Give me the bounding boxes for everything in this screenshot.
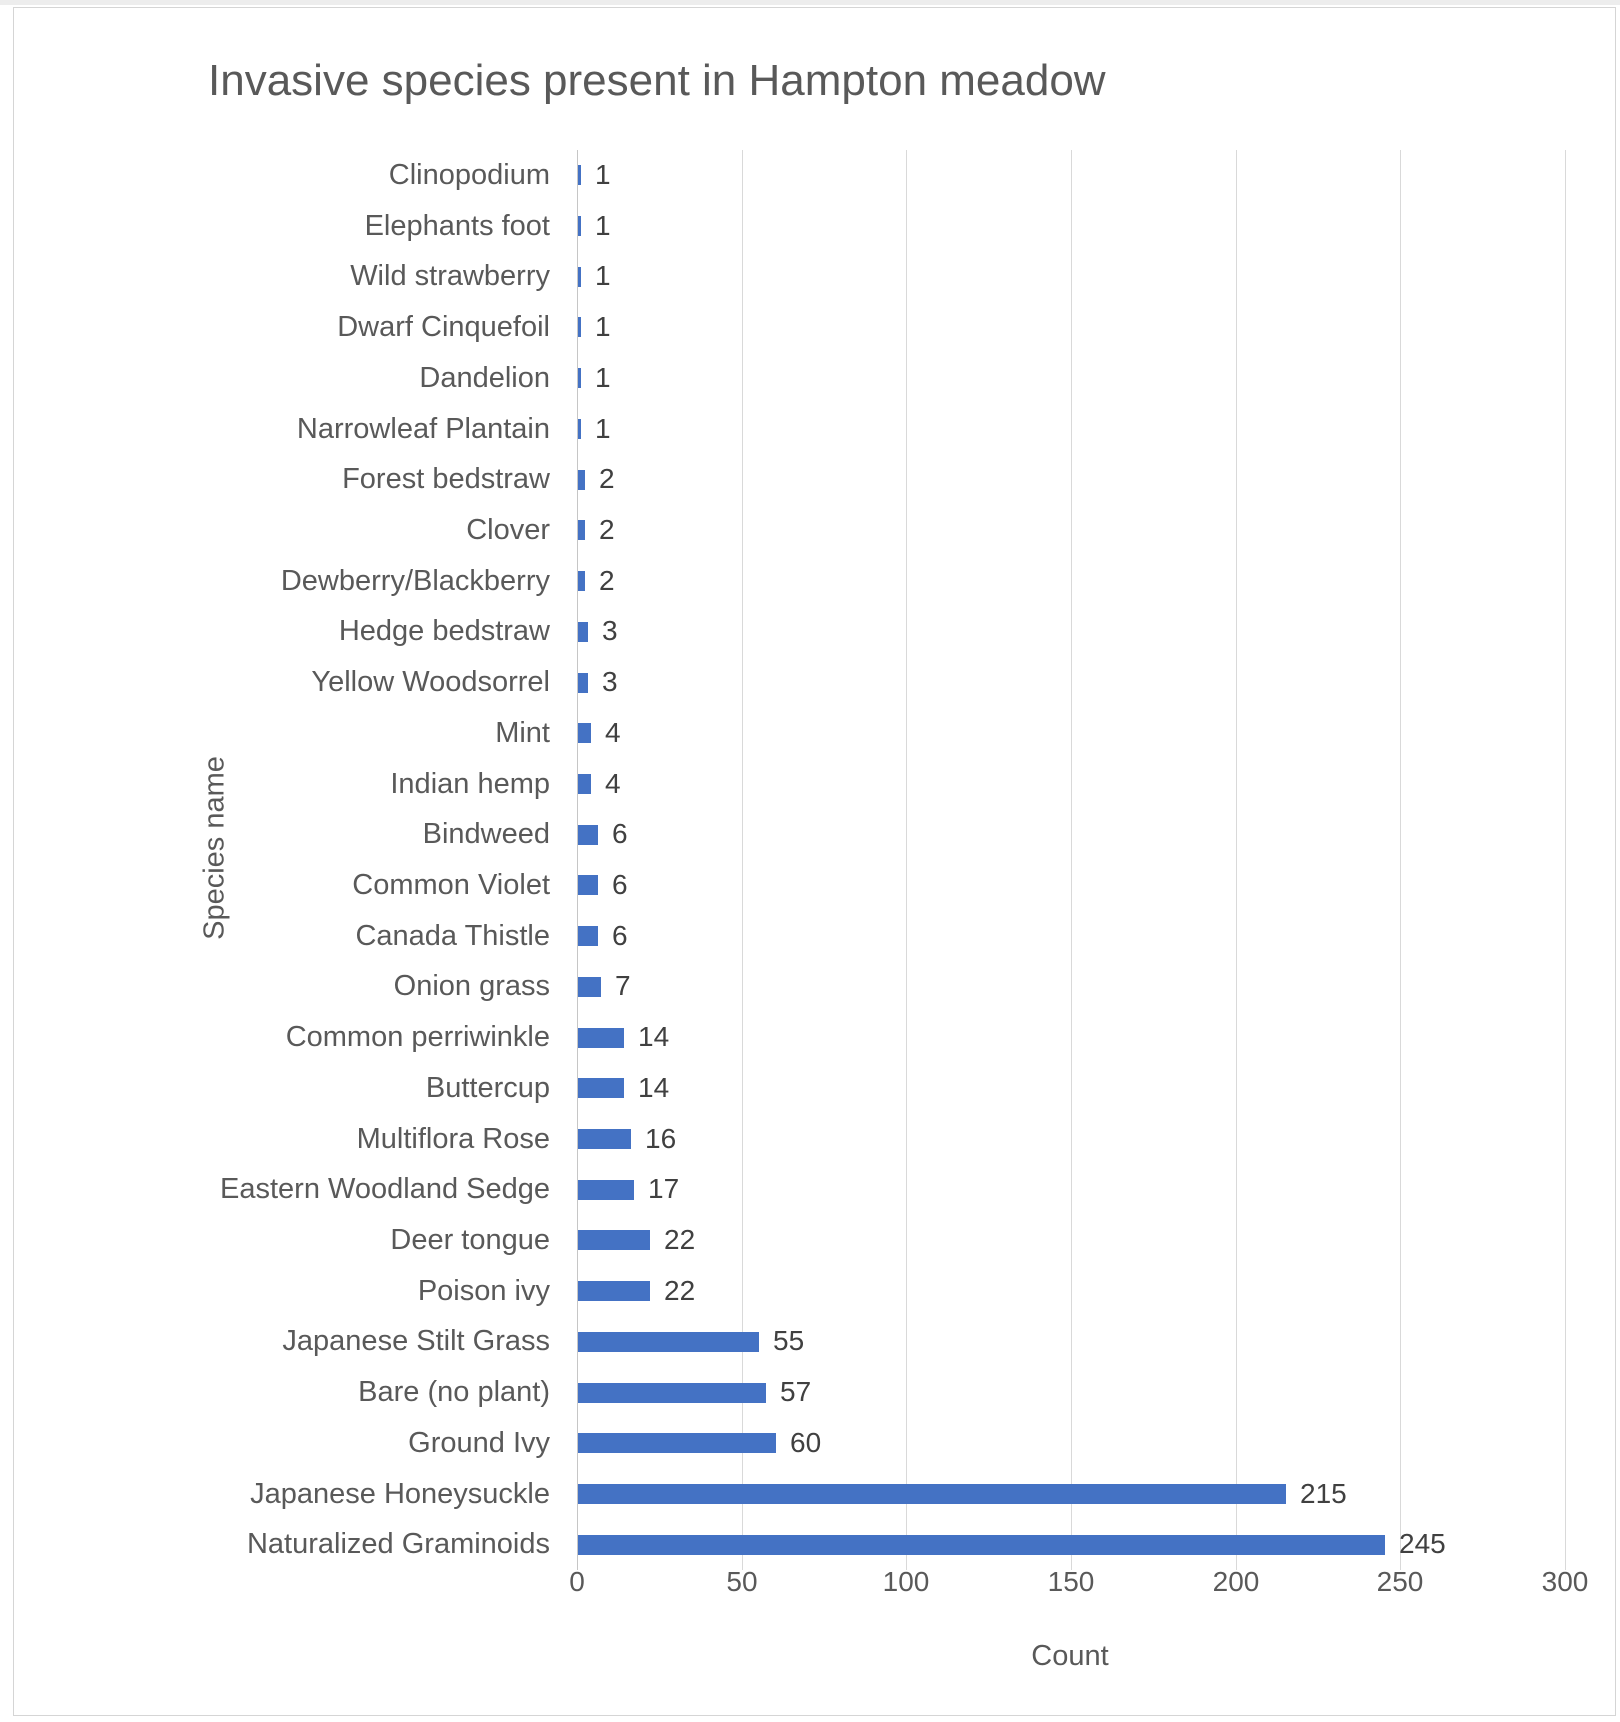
value-label: 3 (602, 615, 618, 647)
value-label: 1 (595, 412, 611, 444)
category-label: Naturalized Graminoids (246, 1528, 550, 1561)
chart-title: Invasive species present in Hampton meadow (208, 56, 1106, 105)
category-label: Clover (466, 514, 550, 546)
category-label: Dewberry/Blackberry (280, 564, 550, 597)
value-label: 16 (645, 1122, 677, 1154)
category-label: Dwarf Cinquefoil (337, 311, 550, 344)
bar (578, 317, 581, 337)
bar (578, 1484, 1286, 1504)
category-label: Wild strawberry (350, 260, 550, 293)
x-axis-title: Count (1031, 1640, 1109, 1672)
category-axis-line (577, 150, 578, 1570)
value-label: 1 (595, 209, 611, 241)
value-label: 1 (595, 260, 611, 292)
category-label: Multiflora Rose (356, 1122, 550, 1155)
x-tick-label: 100 (882, 1566, 930, 1597)
bar (578, 825, 598, 845)
gridline (1236, 150, 1237, 1570)
y-axis-title: Species name (198, 756, 231, 940)
category-label: Japanese Honeysuckle (250, 1477, 550, 1510)
x-tick-label: 50 (726, 1566, 758, 1597)
bar (578, 1230, 650, 1250)
bar (578, 622, 588, 642)
value-label: 6 (612, 818, 628, 850)
bar (578, 977, 601, 997)
category-label: Dandelion (419, 361, 550, 394)
bar (578, 1180, 634, 1200)
value-label: 2 (599, 564, 615, 596)
category-label: Yellow Woodsorrel (311, 666, 550, 699)
value-label: 3 (602, 666, 618, 698)
window-top-strip (0, 0, 1620, 5)
value-label: 6 (612, 919, 628, 951)
gridline (742, 150, 743, 1570)
bar (578, 673, 588, 693)
value-label: 1 (595, 361, 611, 393)
bar (578, 1028, 624, 1048)
gridline (906, 150, 907, 1570)
category-label: Buttercup (425, 1071, 550, 1104)
bar (578, 875, 598, 895)
value-label: 14 (638, 1021, 670, 1053)
bar (578, 723, 591, 743)
category-label: Mint (495, 716, 550, 749)
value-label: 245 (1399, 1528, 1446, 1560)
bar (578, 1383, 766, 1403)
category-label: Deer tongue (390, 1224, 550, 1256)
value-label: 17 (648, 1173, 680, 1205)
bar (578, 216, 581, 236)
value-label: 2 (599, 463, 615, 495)
category-label: Canada Thistle (355, 919, 550, 952)
category-label: Common Violet (352, 869, 550, 901)
category-label: Eastern Woodland Sedge (220, 1173, 550, 1206)
category-label: Japanese Stilt Grass (282, 1325, 550, 1358)
x-tick-label: 300 (1541, 1566, 1589, 1597)
value-label: 22 (664, 1224, 696, 1255)
gridline (1400, 150, 1401, 1570)
x-tick-label: 150 (1047, 1566, 1095, 1597)
category-label: Narrowleaf Plantain (296, 412, 550, 445)
value-label: 1 (595, 159, 611, 190)
value-label: 1 (595, 311, 611, 343)
value-label: 7 (615, 970, 631, 1002)
value-label: 2 (599, 514, 615, 545)
x-tick-label: 0 (569, 1566, 585, 1597)
bar (578, 1433, 776, 1453)
category-label: Elephants foot (364, 209, 550, 242)
category-label: Ground Ivy (408, 1426, 550, 1459)
x-tick-label: 250 (1376, 1566, 1424, 1597)
category-label: Indian hemp (390, 767, 550, 800)
category-label: Forest bedstraw (342, 463, 550, 496)
gridline (1071, 150, 1072, 1570)
gridline (1565, 150, 1566, 1570)
value-label: 4 (605, 716, 621, 748)
bar (578, 470, 585, 490)
bar (578, 1535, 1385, 1555)
bar (578, 926, 598, 946)
bar (578, 520, 585, 540)
value-label: 60 (790, 1426, 822, 1458)
bar (578, 368, 581, 388)
bar (578, 165, 581, 185)
bar (578, 1129, 631, 1149)
bar (578, 1078, 624, 1098)
value-label: 22 (664, 1274, 696, 1306)
value-label: 4 (605, 767, 621, 799)
category-label: Bare (no plant) (358, 1376, 550, 1409)
value-label: 6 (612, 869, 628, 900)
category-label: Clinopodium (388, 159, 550, 191)
category-label: Onion grass (393, 970, 550, 1003)
category-label: Hedge bedstraw (338, 615, 550, 648)
bar (578, 419, 581, 439)
bar (578, 1332, 759, 1352)
category-label: Poison ivy (417, 1274, 550, 1307)
x-tick-label: 200 (1212, 1566, 1260, 1597)
category-label: Bindweed (422, 818, 550, 851)
bar (578, 1281, 650, 1301)
category-label: Common perriwinkle (285, 1021, 550, 1054)
value-label: 215 (1300, 1477, 1347, 1509)
value-label: 57 (780, 1376, 812, 1408)
bar (578, 267, 581, 287)
bar (578, 774, 591, 794)
value-label: 55 (773, 1325, 805, 1357)
value-label: 14 (638, 1071, 670, 1103)
bar (578, 571, 585, 591)
